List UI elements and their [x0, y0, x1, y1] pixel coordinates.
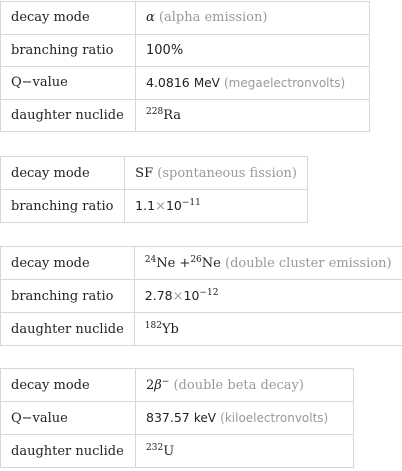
table-row: [1, 313, 402, 346]
decay-description: (alpha emission): [158, 10, 268, 26]
q-value-number: 837.57: [146, 410, 190, 425]
table-row: [1, 435, 354, 468]
daughter-nuclide-value: [136, 435, 354, 468]
branching-ratio-value: [125, 190, 308, 223]
q-value-cell: [136, 402, 354, 435]
exponent: −12: [199, 288, 219, 298]
element-symbol: U: [163, 443, 175, 459]
decay-mode-label: decay mode: [1, 369, 136, 402]
daughter-nuclide-label: daughter nuclide: [1, 435, 136, 468]
times-sign: ×: [172, 289, 184, 304]
table-row: [1, 247, 402, 280]
branching-ratio-label: branching ratio: [1, 190, 125, 223]
element-symbol: Ra: [163, 107, 182, 123]
branching-ratio-value: [134, 280, 402, 313]
mass-number: 228: [146, 106, 164, 117]
daughter-nuclide-label: daughter nuclide: [1, 313, 135, 346]
element-symbol-2: Ne: [201, 255, 221, 271]
q-value-unit-description: (megaelectronvolts): [223, 75, 346, 90]
mass-number: 182: [144, 320, 162, 331]
mass-number-1: 24: [144, 254, 157, 265]
table-row: [1, 157, 308, 190]
table-row: [1, 2, 370, 35]
exponent: −11: [181, 198, 201, 208]
branching-ratio-value: 100%: [136, 34, 370, 67]
table-row: [1, 190, 308, 223]
decay-mode-label: decay mode: [1, 247, 135, 280]
table-row: [1, 99, 370, 132]
decay-mode-value: [125, 157, 308, 190]
table-row: [1, 67, 370, 100]
sf-symbol: SF: [135, 165, 154, 181]
mass-number-2: 26: [190, 254, 202, 265]
table-row: [1, 369, 354, 402]
branching-ratio-label: branching ratio: [1, 34, 136, 67]
alpha-decay-table: [0, 1, 370, 132]
decay-mode-label: decay mode: [1, 2, 136, 35]
daughter-nuclide-value: [136, 99, 370, 132]
decay-mode-value: [136, 369, 354, 402]
q-value-unit-description: (kiloelectronvolts): [220, 411, 329, 425]
times-sign: ×: [155, 199, 166, 214]
decay-description: (spontaneous fission): [157, 165, 297, 181]
q-value-label: Q−value: [1, 67, 136, 100]
beta-charge: −: [161, 376, 170, 387]
q-value-label: Q−value: [1, 402, 136, 435]
base: 10: [183, 288, 200, 303]
table-row: [1, 280, 402, 313]
cluster-decay-table: [0, 246, 402, 346]
table-row: [1, 402, 354, 435]
decay-prefix: 2: [146, 377, 155, 393]
element-symbol-1: Ne: [156, 255, 176, 271]
decay-mode-label: decay mode: [1, 157, 125, 190]
double-beta-decay-table: [0, 368, 354, 468]
daughter-nuclide-value: [134, 313, 402, 346]
alpha-symbol: α: [146, 10, 155, 26]
decay-description: (double beta decay): [173, 377, 304, 393]
decay-mode-value: [136, 2, 370, 35]
plus-sign: +: [175, 255, 191, 271]
decay-mode-value: [134, 247, 402, 280]
mass-number: 232: [146, 442, 164, 453]
base: 10: [165, 198, 182, 213]
q-value-number: 4.0816: [146, 74, 190, 90]
daughter-nuclide-label: daughter nuclide: [1, 99, 136, 132]
beta-symbol: β: [154, 377, 162, 393]
q-value-cell: [136, 67, 370, 100]
q-value-unit: keV: [193, 411, 217, 425]
mantissa: 2.78: [144, 288, 173, 303]
branching-ratio-label: branching ratio: [1, 280, 135, 313]
table-row: [1, 34, 370, 67]
sf-decay-table: [0, 156, 308, 223]
decay-description: (double cluster emission): [225, 255, 392, 271]
mantissa: 1.1: [135, 198, 156, 213]
q-value-unit: MeV: [193, 75, 220, 90]
element-symbol: Yb: [161, 321, 179, 337]
